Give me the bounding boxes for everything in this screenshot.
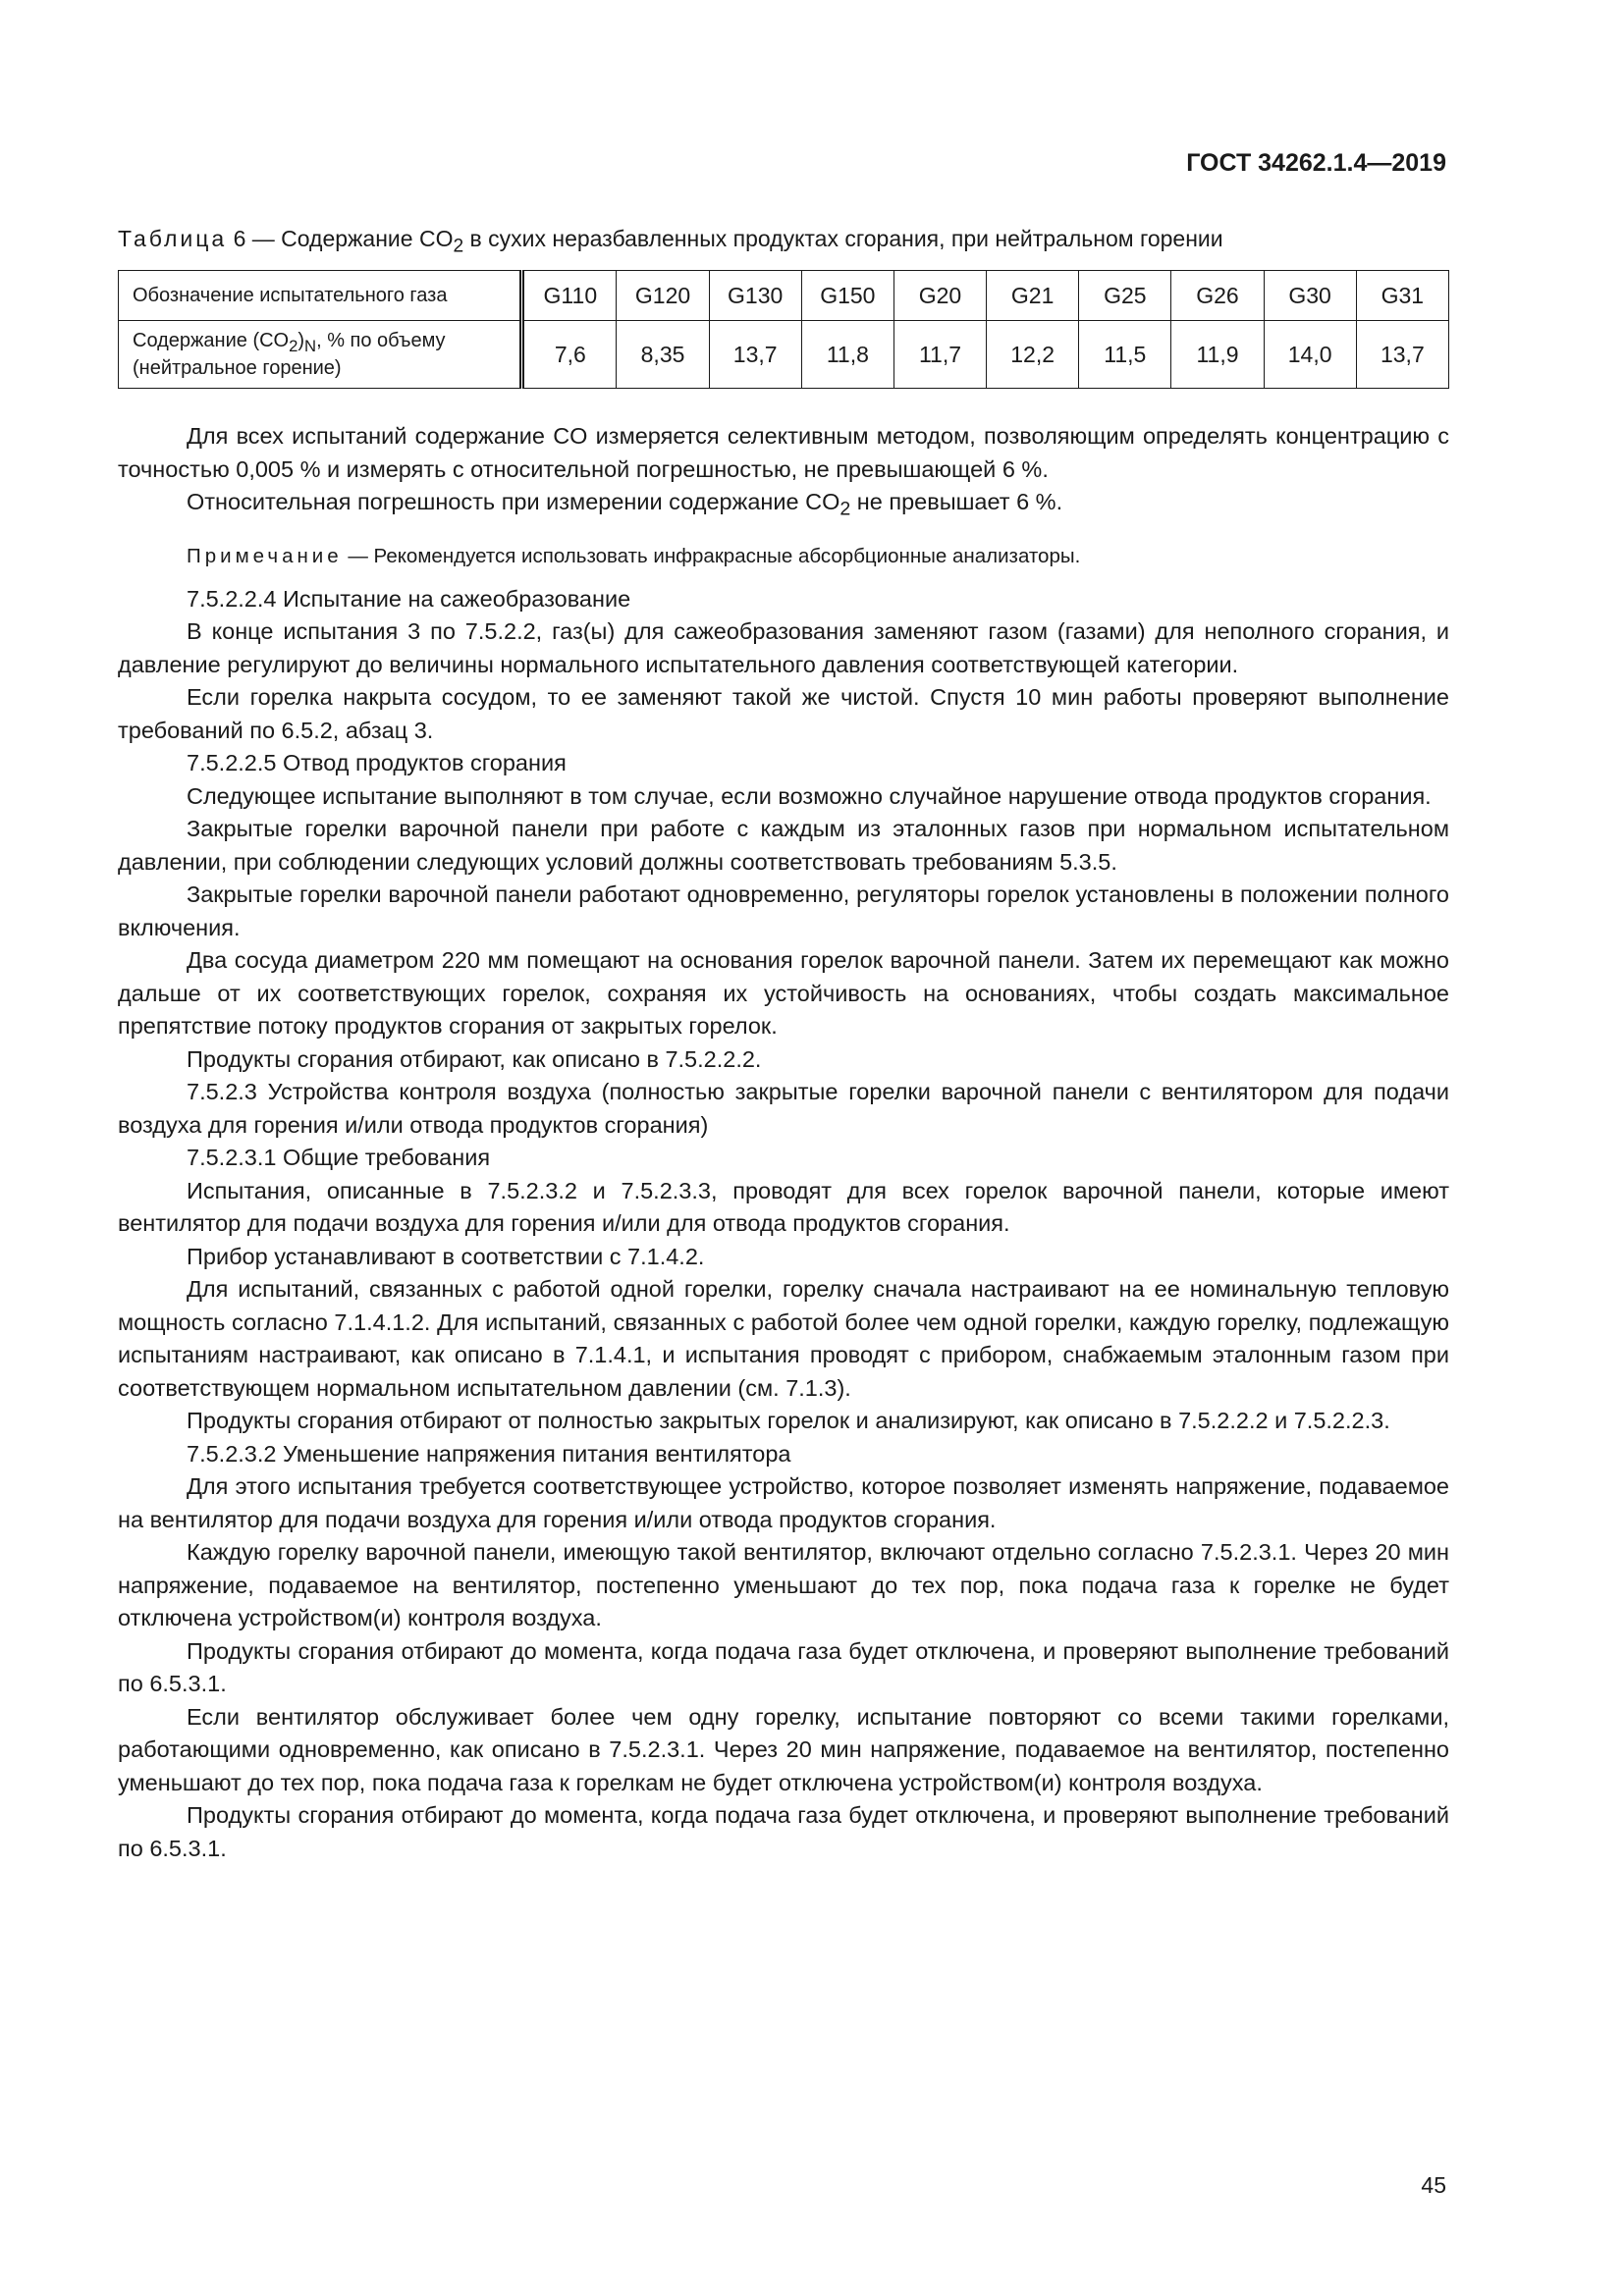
caption-label: Таблица	[118, 226, 228, 251]
paragraph: Следующее испытание выполняют в том случае, если возможно случайное нарушение отвода продуктов сгорания.	[187, 782, 1432, 809]
caption-subscript: 2	[453, 236, 464, 257]
paragraph: Для всех испытаний содержание CO измеряется селективным методом, позволяющим определять концентрацию с точностью 0,005 % и измерять с относительной погрешностью, не превышающей 6 %.	[118, 423, 1449, 482]
table-row-gas-names	[119, 271, 1449, 321]
note-text: — Рекомендуется использовать инфракрасные абсорбционные анализаторы.	[342, 545, 1081, 568]
table-row-co2-values	[119, 321, 1449, 389]
section-heading: 7.5.2.3.2 Уменьшение напряжения питания вентилятора	[187, 1440, 791, 1467]
value-cell: 11,9	[1171, 321, 1264, 389]
paragraph: В конце испытания 3 по 7.5.2.2, газ(ы) для сажеобразования заменяют газом (газами) для неполного сгорания, и давление регулируют до величины нормального испытательного давления соответствующей категории.	[118, 618, 1449, 677]
section-heading: 7.5.2.3.1 Общие требования	[187, 1145, 491, 1171]
document-body	[118, 420, 1449, 1865]
value-cell: 13,7	[1356, 321, 1448, 389]
paragraph: Продукты сгорания отбирают до момента, когда подача газа будет отключена, и проверяют выполнение требований по 6.5.3.1.	[118, 1802, 1449, 1861]
value-cell: 11,5	[1079, 321, 1171, 389]
value-cell: 7,6	[522, 321, 617, 389]
value-cell: 13,7	[709, 321, 801, 389]
paragraph: Если вентилятор обслуживает более чем одну горелку, испытание повторяют со всеми такими горелками, работающими одновременно, как описано в 7.5.2.3.1. Через 20 мин напряжение, подаваемое на вентилятор, постепенно уменьшают до тех пор, пока подача газа к горелкам не будет отключена устройством(и) контроля воздуха.	[118, 1703, 1449, 1795]
section-heading: 7.5.2.2.4 Испытание на сажеобразование	[187, 585, 631, 612]
co2-label-a: Содержание (CO	[133, 329, 290, 351]
value-cell: 8,35	[617, 321, 709, 389]
value-cell: 11,8	[801, 321, 893, 389]
paragraph	[118, 486, 1449, 526]
document-code: ГОСТ 34262.1.4—2019	[1186, 149, 1446, 177]
paragraph: Продукты сгорания отбирают, как описано в 7.5.2.2.2.	[187, 1045, 762, 1072]
value-cell: 12,2	[987, 321, 1079, 389]
paragraph-text: Относительная погрешность при измерении содержание CO	[187, 489, 840, 514]
co2-label-b: )	[298, 329, 305, 351]
caption-rest: в сухих неразбавленных продуктах сгорания, при нейтральном горении	[463, 226, 1223, 251]
paragraph: Закрытые горелки варочной панели при работе с каждым из эталонных газов при нормальном испытательном давлении, при соблюдении следующих условий должны соответствовать требованиям 5.3.5.	[118, 816, 1449, 875]
paragraph: Для этого испытания требуется соответствующее устройство, которое позволяет изменять напряжение, подаваемое на вентилятор для подачи воздуха для горения и/или отвода продуктов сгорания.	[118, 1473, 1449, 1532]
value-cell: 11,7	[893, 321, 986, 389]
row-header-co2	[119, 321, 522, 389]
paragraph-subscript: 2	[839, 498, 851, 520]
gas-cell: G110	[522, 271, 617, 321]
gas-cell: G20	[893, 271, 986, 321]
co2-label-d: (нейтральное горение)	[133, 356, 342, 379]
paragraph: Для испытаний, связанных с работой одной горелки, горелку сначала настраивают на ее номинальную тепловую мощность согласно 7.1.4.1.2. Для испытаний, связанных с работой более чем одной горелки, каждую горелку, подлежащую испытаниям настраивают, как описано в 7.1.4.1, и испытания проводят с прибором, снабжаемым эталонным газом при соответствующем нормальном испытательном давлении (см. 7.1.3).	[118, 1276, 1449, 1401]
paragraph: Если горелка накрыта сосудом, то ее заменяют такой же чистой. Спустя 10 мин работы проверяют выполнение требований по 6.5.2, абзац 3.	[118, 684, 1449, 743]
co2-content-table	[118, 270, 1449, 389]
note-label: Примечание	[187, 545, 343, 568]
gas-cell: G150	[801, 271, 893, 321]
co2-label-sub2: N	[304, 336, 317, 355]
caption-text: 6 — Содержание CO	[233, 226, 454, 251]
section-heading: 7.5.2.2.5 Отвод продуктов сгорания	[187, 750, 567, 776]
gas-cell: G31	[1356, 271, 1448, 321]
value-cell: 14,0	[1264, 321, 1356, 389]
paragraph: Два сосуда диаметром 220 мм помещают на основания горелок варочной панели. Затем их перемещают как можно дальше от их соответствующих горелок, сохраняя их устойчивость на основаниях, чтобы создать максимальное препятствие потоку продуктов сгорания от закрытых горелок.	[118, 947, 1449, 1040]
gas-cell: G21	[987, 271, 1079, 321]
paragraph: Продукты сгорания отбирают от полностью закрытых горелок и анализируют, как описано в 7.5.2.2.2 и 7.5.2.2.3.	[187, 1408, 1390, 1434]
gas-cell: G26	[1171, 271, 1264, 321]
paragraph-text: не превышает 6 %.	[850, 489, 1063, 514]
gas-cell: G120	[617, 271, 709, 321]
gas-cell: G30	[1264, 271, 1356, 321]
gas-cell: G25	[1079, 271, 1171, 321]
section-heading: 7.5.2.3 Устройства контроля воздуха (полностью закрытые горелки варочной панели с вентилятором для подачи воздуха для горения и/или отвода продуктов сгорания)	[118, 1079, 1449, 1138]
paragraph: Закрытые горелки варочной панели работают одновременно, регуляторы горелок установлены в положении полного включения.	[118, 881, 1449, 940]
co2-label-sub1: 2	[289, 336, 298, 355]
paragraph: Испытания, описанные в 7.5.2.3.2 и 7.5.2.3.3, проводят для всех горелок варочной панели, которые имеют вентилятор для подачи воздуха для горения и/или для отвода продуктов сгорания.	[118, 1177, 1449, 1237]
table-caption	[118, 226, 1223, 258]
page-number: 45	[1421, 2172, 1446, 2198]
paragraph: Продукты сгорания отбирают до момента, когда подача газа будет отключена, и проверяют выполнение требований по 6.5.3.1.	[118, 1637, 1449, 1697]
note	[118, 540, 1449, 573]
paragraph: Каждую горелку варочной панели, имеющую такой вентилятор, включают отдельно согласно 7.5.2.3.1. Через 20 мин напряжение, подаваемое на вентилятор, постепенно уменьшают до тех пор, пока подача газа к горелке не будет отключена устройством(и) контроля воздуха.	[118, 1539, 1449, 1631]
co2-label-c: , % по объему	[316, 329, 446, 351]
row-header-gas: Обозначение испытательного газа	[119, 271, 522, 321]
gas-cell: G130	[709, 271, 801, 321]
paragraph: Прибор устанавливают в соответствии с 7.1.4.2.	[187, 1243, 705, 1269]
